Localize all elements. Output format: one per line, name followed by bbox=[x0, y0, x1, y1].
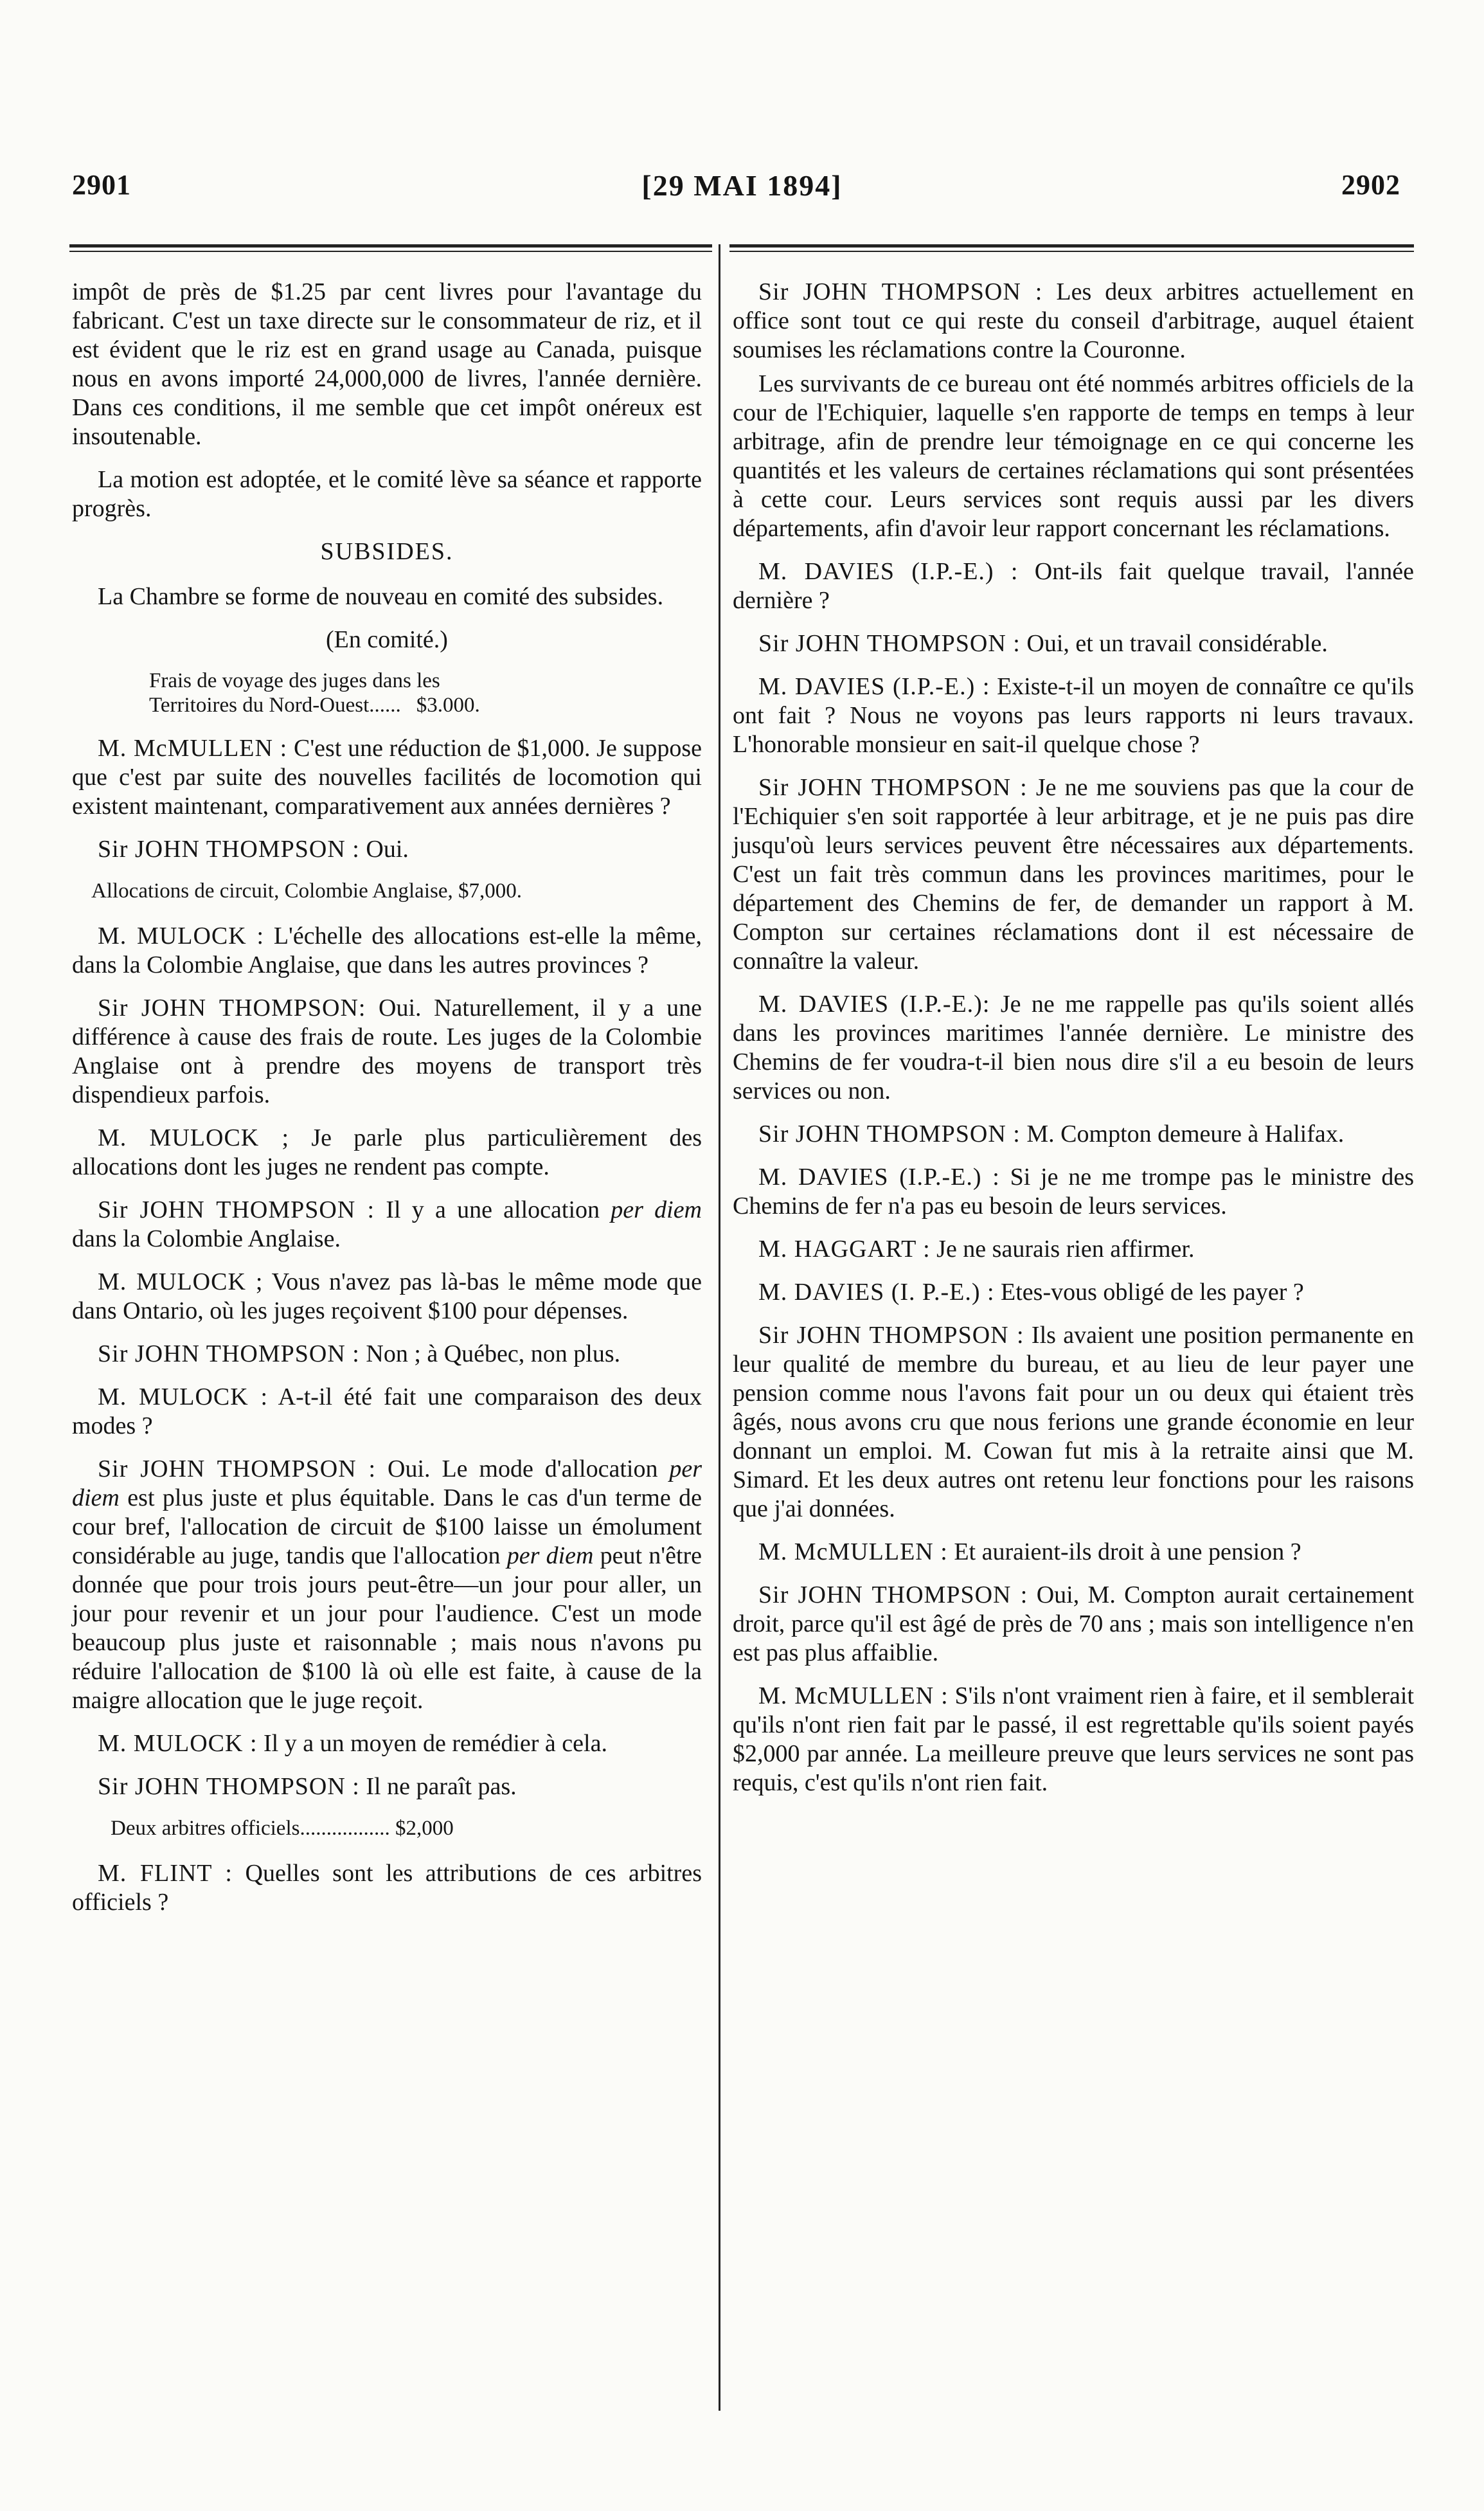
supply-amount: $3.000. bbox=[416, 694, 480, 717]
speaker: M. DAVIES (I. P.-E.) : bbox=[758, 1279, 995, 1306]
speaker: M. MULOCK : bbox=[98, 1383, 268, 1410]
speech: Sir JOHN THOMPSON : M. Compton demeure à Halifax. bbox=[758, 1120, 1345, 1148]
speech: Sir JOHN THOMPSON : Il y a une allocation per diem dans la Colombie Anglaise. bbox=[72, 1196, 702, 1252]
speaker: M. McMULLEN : bbox=[758, 1538, 948, 1565]
speaker: M. McMULLEN : bbox=[98, 735, 288, 762]
speaker: Sir JOHN THOMPSON : bbox=[98, 1340, 360, 1367]
speaker: Sir JOHN THOMPSON : bbox=[98, 836, 360, 863]
speaker: M. FLINT : bbox=[98, 1860, 233, 1887]
paragraph: La motion est adoptée, et le comité lève sa séance et rapporte progrès. bbox=[72, 466, 702, 522]
speaker: Sir JOHN THOMPSON : bbox=[758, 774, 1028, 801]
supply-item: Frais de voyage des juges dans les Territoires du Nord-Ouest...... $3.000. bbox=[149, 669, 480, 717]
header-rule-left bbox=[69, 244, 712, 257]
speech: Sir JOHN THOMPSON : Non ; à Québec, non plus. bbox=[98, 1340, 621, 1367]
speaker: Sir JOHN THOMPSON : bbox=[758, 1581, 1028, 1608]
speaker: M. DAVIES (I.P.-E.) : bbox=[758, 558, 1019, 585]
supply-item: Allocations de circuit, Colombie Anglaise, $7,000. bbox=[91, 879, 522, 903]
speech: Sir JOHN THOMPSON : Ils avaient une position permanente en leur qualité de membre du bureau, et au lieu de leur payer une pension comme nous l'avons fait pour un ou deux qui étaient très âgés, nous avons cru que nous ferions une grande économie en leur donnant un emploi. M. Cowan fut mis à la retraite ainsi que M. Simard. Et les deux autres ont retenu leur fonctions pour les raisons que j'ai données. bbox=[733, 1322, 1414, 1522]
speaker: M. MULOCK : bbox=[98, 1730, 258, 1757]
speaker: Sir JOHN THOMPSON : bbox=[98, 1773, 360, 1800]
speech: M. FLINT : Quelles sont les attributions de ces arbitres officiels ? bbox=[72, 1860, 702, 1916]
speaker: M. HAGGART : bbox=[758, 1236, 931, 1263]
speaker: M. MULOCK ; bbox=[98, 1124, 290, 1151]
page-number-right: 2902 bbox=[1341, 169, 1400, 201]
session-date: [29 MAI 1894] bbox=[641, 169, 843, 202]
speech: Sir JOHN THOMPSON : Oui, M. Compton aurait certainement droit, parce qu'il est âgé de près de 70 ans ; mais son intelligence n'en est pas plus affaiblie. bbox=[733, 1581, 1415, 1666]
speech: M. MULOCK : A-t-il été fait une comparaison des deux modes ? bbox=[72, 1383, 702, 1439]
speech: Sir JOHN THOMPSON : Il ne paraît pas. bbox=[98, 1773, 517, 1800]
speech: M. McMULLEN : C'est une réduction de $1,000. Je suppose que c'est par suite des nouvelles facilités de locomotion qui existent maintenant, comparativement aux années dernières ? bbox=[72, 735, 702, 820]
speaker: M. DAVIES (I.P.-E.): bbox=[758, 991, 990, 1018]
committee-note: (En comité.) bbox=[326, 626, 448, 653]
speech: M. DAVIES (I.P.-E.) : Ont-ils fait quelque travail, l'année dernière ? bbox=[733, 558, 1415, 614]
speech: Sir JOHN THOMPSON : Les deux arbitres actuellement en office sont tout ce qui reste du conseil d'arbitrage, auquel étaient soumises les réclamations contre la Couronne. bbox=[733, 278, 1414, 363]
page-number-left: 2901 bbox=[72, 169, 131, 201]
supply-amount: $2,000 bbox=[395, 1817, 454, 1840]
speech: Sir JOHN THOMPSON : Oui. Le mode d'allocation per diem est plus juste et plus équitable. Dans le cas d'un terme de cour bref, l'allocation de circuit de $100 laisse un émolument considérable au juge, tandis que l'allocation per diem peut n'être donnée que pour trois jours peut-être—un jour pour aller, un jour pour revenir et un jour pour l'audience. C'est un mode beaucoup plus juste et raisonnable ; mais nous n'avons pu réduire l'allocation de $100 là où elle est faite, à cause de la maigre allocation que le juge reçoit. bbox=[72, 1455, 702, 1714]
speech: Sir JOHN THOMPSON : Oui, et un travail considérable. bbox=[758, 630, 1328, 657]
speech: Sir JOHN THOMPSON : Je ne me souviens pas que la cour de l'Echiquier s'en soit rapportée à leur arbitrage, et je ne puis pas dire jusqu'où leurs services peuvent être nécessaires aux départements. C'est un fait très commun dans les provinces maritimes, pour le département des Chemins de fer, de demander un rapport à M. Compton sur certaines réclamations dont il est nécessaire de connaître la valeur. bbox=[733, 774, 1415, 975]
page-header bbox=[0, 168, 1484, 213]
speech: Sir JOHN THOMPSON : Oui. bbox=[98, 836, 409, 863]
speaker: Sir JOHN THOMPSON : bbox=[758, 630, 1021, 657]
speaker: Sir JOHN THOMPSON : bbox=[758, 278, 1043, 305]
column-divider bbox=[719, 244, 720, 2411]
speaker: M. DAVIES (I.P.-E.) : bbox=[758, 1164, 1000, 1191]
speech: M. McMULLEN : S'ils n'ont vraiment rien à faire, et il semblerait qu'ils n'ont rien fait par le passé, il est regrettable qu'ils soient payés $2,000 par année. La meilleure preuve que leurs services ne sont pas requis, c'est qu'ils n'ont rien fait. bbox=[733, 1682, 1415, 1796]
supply-item: Deux arbitres officiels................. $2,000 bbox=[111, 1817, 454, 1840]
speech: M. MULOCK : L'échelle des allocations est-elle la même, dans la Colombie Anglaise, que dans les autres provinces ? bbox=[72, 923, 702, 978]
section-title: SUBSIDES. bbox=[320, 538, 454, 565]
speaker: Sir JOHN THOMPSON : bbox=[98, 1196, 375, 1223]
right-column bbox=[733, 278, 1414, 1812]
speaker: M. MULOCK : bbox=[98, 923, 265, 950]
speaker: Sir JOHN THOMPSON : bbox=[758, 1120, 1021, 1148]
speech: M. DAVIES (I.P.-E.) : Existe-t-il un moyen de connaître ce qu'ils ont fait ? Nous ne voyons pas leurs rapports ni leurs travaux. L'honorable monsieur en sait-il quelque chose ? bbox=[733, 673, 1414, 758]
speech: M. MULOCK ; Je parle plus particulièrement des allocations dont les juges ne rendent pas compte. bbox=[72, 1124, 702, 1180]
paragraph: impôt de près de $1.25 par cent livres pour l'avantage du fabricant. C'est un taxe directe sur le consommateur de riz, et il est évident que le riz est en grand usage au Canada, puisque nous en avons importé 24,000,000 de livres, l'année dernière. Dans ces conditions, il me semble que cet impôt onéreux est insoutenable. bbox=[72, 278, 702, 450]
speech: M. HAGGART : Je ne saurais rien affirmer. bbox=[758, 1236, 1195, 1263]
paragraph: La Chambre se forme de nouveau en comité des subsides. bbox=[98, 583, 664, 610]
left-column bbox=[72, 278, 702, 1931]
paragraph: Les survivants de ce bureau ont été nommés arbitres officiels de la cour de l'Echiquier, laquelle s'en rapporte de temps en temps à leur arbitrage, afin de prendre leur témoignage en ce qui concerne les quantités et les valeurs de certaines réclamations qui sont présentées à cette cour. Leurs services sont requis aussi par les divers départements, afin d'avoir leur rapport concernant les réclamations. bbox=[733, 370, 1414, 542]
speaker: M. McMULLEN : bbox=[758, 1682, 949, 1709]
speech: Sir JOHN THOMPSON: Oui. Naturellement, il y a une différence à cause des frais de route. Les juges de la Colombie Anglaise ont à prendre des moyens de transport très dispendieux parfois. bbox=[72, 995, 702, 1108]
speech: M. DAVIES (I.P.-E.): Je ne me rappelle pas qu'ils soient allés dans les provinces maritimes l'année dernière. Le ministre des Chemins de fer voudra-t-il bien nous dire s'il a eu besoin de leurs services ou non. bbox=[733, 991, 1415, 1104]
speaker: M. MULOCK ; bbox=[98, 1268, 264, 1295]
speech: M. MULOCK : Il y a un moyen de remédier à cela. bbox=[98, 1730, 607, 1757]
speech: M. DAVIES (I. P.-E.) : Etes-vous obligé de les payer ? bbox=[758, 1279, 1304, 1306]
speech: M. MULOCK ; Vous n'avez pas là-bas le même mode que dans Ontario, où les juges reçoivent $100 pour dépenses. bbox=[72, 1268, 702, 1324]
speaker: M. DAVIES (I.P.-E.) : bbox=[758, 673, 990, 700]
speaker: Sir JOHN THOMPSON: bbox=[98, 995, 366, 1022]
speaker: Sir JOHN THOMPSON : bbox=[98, 1455, 377, 1482]
speaker: Sir JOHN THOMPSON : bbox=[758, 1322, 1024, 1349]
header-rule-right bbox=[729, 244, 1414, 257]
speech: M. McMULLEN : Et auraient-ils droit à une pension ? bbox=[758, 1538, 1301, 1565]
speech: M. DAVIES (I.P.-E.) : Si je ne me trompe pas le ministre des Chemins de fer n'a pas eu besoin de leurs services. bbox=[733, 1164, 1415, 1220]
